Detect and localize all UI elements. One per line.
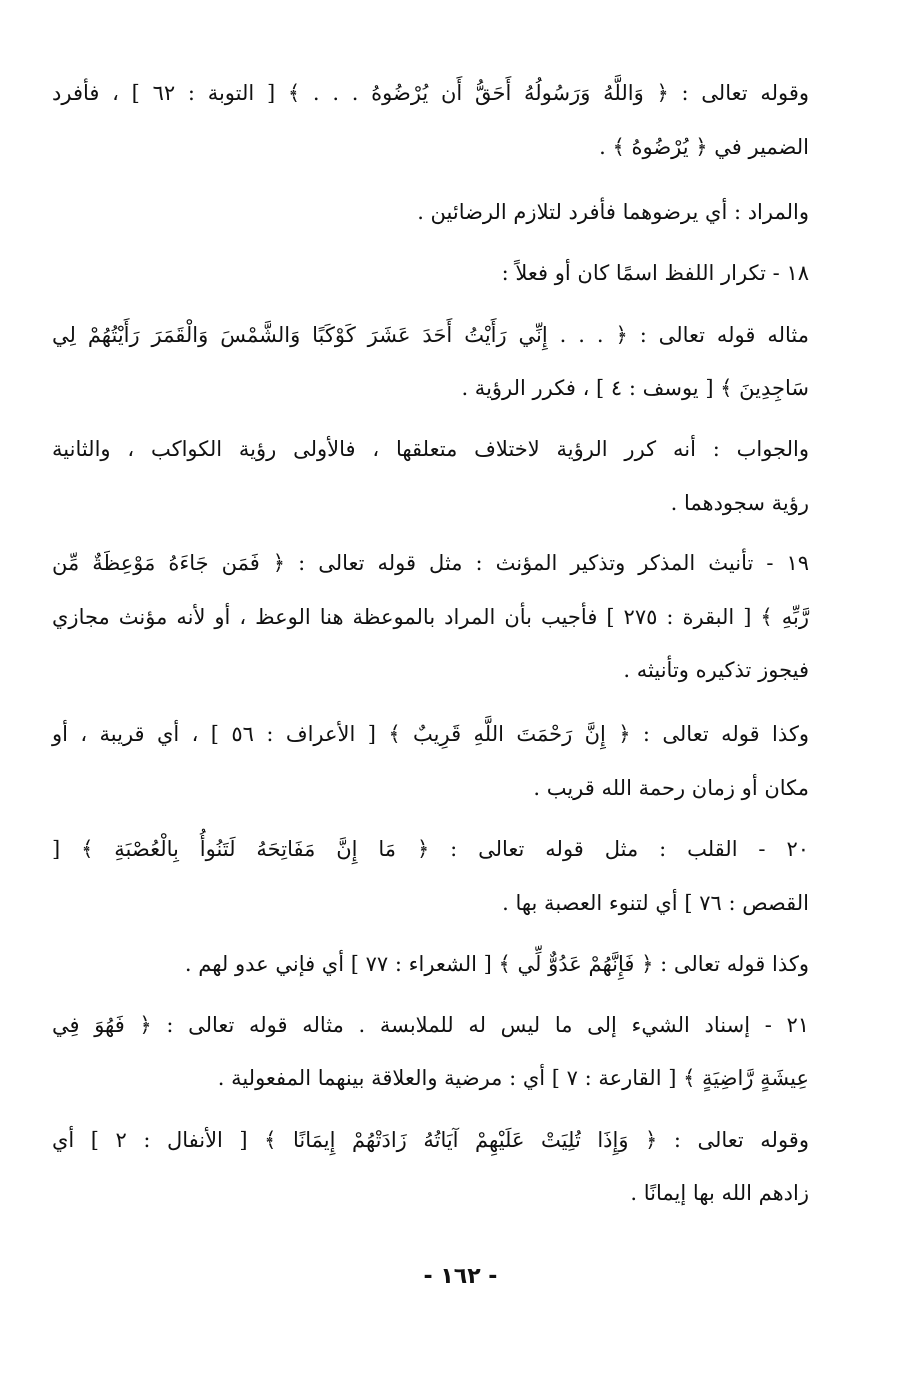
text-line: زادهم الله بها إيمانًا . [630,1181,809,1205]
text-line: عِيشَةٍ رَّاضِيَةٍ ﴾ [ القارعة : ٧ ] أي : مرضية والعلاقة بينهما المفعولية . [217,1066,809,1090]
text-line: ١٩ - تأنيث المذكر وتذكير المؤنث : مثل قوله تعالى : ﴿ فَمَن جَاءَهُ مَوْعِظَةٌ مِّن [52,551,809,575]
text-line: ٢٠ - القلب : مثل قوله تعالى : ﴿ مَا إِنَّ مَفَاتِحَهُ لَتَنُوأُ بِالْعُصْبَةِ ﴾ [ [52,837,809,861]
text-line: ١٨ - تكرار اللفظ اسمًا كان أو فعلاً : [501,261,809,285]
text-line: مكان أو زمان رحمة الله قريب . [533,776,809,800]
text-line: فيجوز تذكيره وتأنيثه . [623,658,809,682]
text-line: والمراد : أي يرضوهما فأفرد لتلازم الرضائين . [417,200,809,224]
text-line: وكذا قوله تعالى : ﴿ إِنَّ رَحْمَتَ اللَّهِ قَرِيبٌ ﴾ [ الأعراف : ٥٦ ] ، أي قريبة ، أو [52,722,809,746]
text-line: وقوله تعالى : ﴿ وَاللَّهُ وَرَسُولُهُ أَحَقُّ أَن يُرْضُوهُ . . . ﴾ [ التوبة : ٦٢ ] ، فأفرد [52,81,809,105]
text-line: رؤية سجودهما . [670,491,809,515]
text-line: والجواب : أنه كرر الرؤية لاختلاف متعلقها ، فالأولى رؤية الكواكب ، والثانية [52,437,809,461]
text-line: ٢١ - إسناد الشيء إلى ما ليس له للملابسة . مثاله قوله تعالى : ﴿ فَهُوَ فِي [52,1013,809,1037]
page-number: - ١٦٢ - [423,1264,498,1289]
text-line: الضمير في ﴿ يُرْضُوهُ ﴾ . [599,135,809,159]
text-line: رَّبِّهِ ﴾ [ البقرة : ٢٧٥ ] فأجيب بأن المراد بالموعظة هنا الوعظ ، أو لأنه مؤنث مجازي [52,605,809,629]
text-line: مثاله قوله تعالى : ﴿ . . . إِنِّي رَأَيْتُ أَحَدَ عَشَرَ كَوْكَبًا وَالشَّمْسَ وَالْقَمَرَ رَأَيْتُهُمْ لِي [52,323,809,347]
text-line: القصص : ٧٦ ] أي لتنوء العصبة بها . [502,891,809,915]
text-line: وكذا قوله تعالى : ﴿ فَإِنَّهُمْ عَدُوٌّ لِّي ﴾ [ الشعراء : ٧٧ ] أي فإني عدو لهم . [184,952,809,976]
text-line: وقوله تعالى : ﴿ وَإِذَا تُلِيَتْ عَلَيْهِمْ آيَاتُهُ زَادَتْهُمْ إِيمَانًا ﴾ [ الأنفال : ٢ ] أي [52,1128,809,1152]
text-line: سَاجِدِينَ ﴾ [ يوسف : ٤ ] ، فكرر الرؤية . [461,376,809,400]
